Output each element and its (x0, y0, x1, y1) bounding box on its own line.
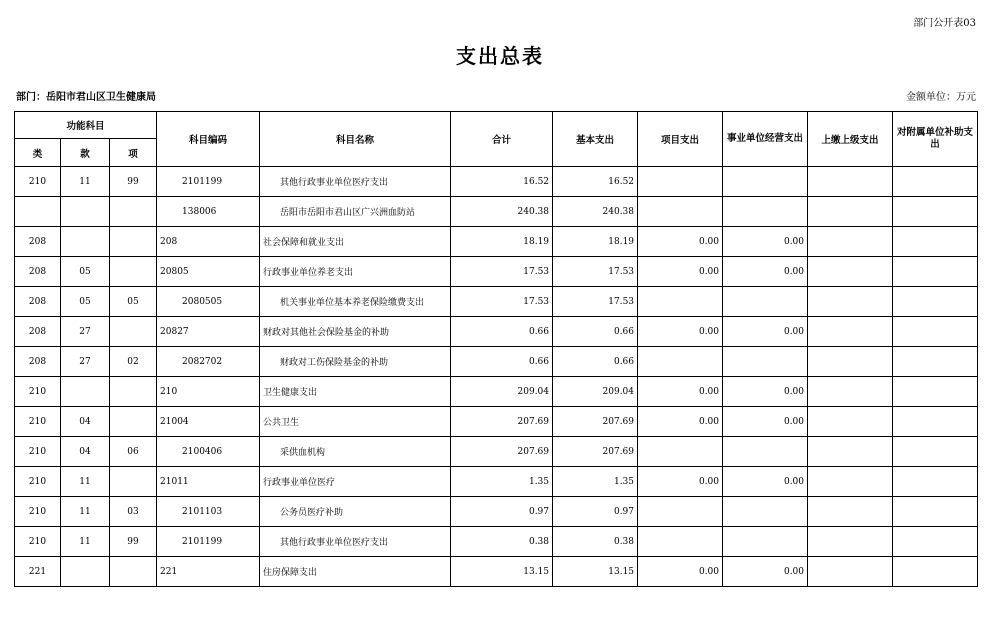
cell-xiang (110, 407, 157, 437)
cell-basic: 207.69 (553, 407, 638, 437)
cell-subsidy (893, 197, 978, 227)
table-row (15, 197, 978, 227)
cell-basic: 17.53 (553, 257, 638, 287)
cell-code: 221 (157, 557, 260, 587)
cell-subsidy (893, 377, 978, 407)
cell-subsidy (893, 287, 978, 317)
cell-project (638, 347, 723, 377)
col-header-xiang: 项 (110, 139, 157, 167)
cell-lei (15, 197, 61, 227)
cell-subsidy (893, 437, 978, 467)
cell-kuan: 27 (61, 347, 110, 377)
cell-business (723, 197, 808, 227)
cell-lei: 210 (15, 407, 61, 437)
table-row (15, 347, 978, 377)
cell-kuan: 11 (61, 527, 110, 557)
cell-project (638, 497, 723, 527)
cell-code: 2080505 (157, 287, 260, 317)
cell-project (638, 287, 723, 317)
col-header-code: 科目编码 (157, 112, 260, 167)
cell-business: 0.00 (723, 227, 808, 257)
cell-name: 其他行政事业单位医疗支出 (260, 527, 451, 557)
cell-subsidy (893, 227, 978, 257)
table-number-label: 部门公开表03 (913, 18, 976, 29)
col-header-total: 合计 (451, 112, 553, 167)
cell-code: 20805 (157, 257, 260, 287)
cell-project: 0.00 (638, 407, 723, 437)
cell-business: 0.00 (723, 257, 808, 287)
cell-name: 住房保障支出 (260, 557, 451, 587)
cell-business: 0.00 (723, 467, 808, 497)
cell-total: 207.69 (451, 407, 553, 437)
cell-upper (808, 347, 893, 377)
cell-total: 16.52 (451, 167, 553, 197)
cell-project (638, 167, 723, 197)
cell-kuan: 11 (61, 497, 110, 527)
cell-lei: 210 (15, 497, 61, 527)
col-header-basic: 基本支出 (553, 112, 638, 167)
cell-code: 138006 (157, 197, 260, 227)
cell-total: 240.38 (451, 197, 553, 227)
cell-kuan (61, 557, 110, 587)
cell-subsidy (893, 317, 978, 347)
col-header-business: 事业单位经营支出 (723, 112, 808, 167)
cell-kuan (61, 377, 110, 407)
cell-name: 采供血机构 (260, 437, 451, 467)
cell-upper (808, 197, 893, 227)
expenditure-table (14, 111, 978, 587)
cell-upper (808, 527, 893, 557)
cell-kuan: 04 (61, 407, 110, 437)
cell-lei: 208 (15, 227, 61, 257)
cell-total: 17.53 (451, 257, 553, 287)
cell-basic: 13.15 (553, 557, 638, 587)
cell-upper (808, 437, 893, 467)
cell-lei: 208 (15, 287, 61, 317)
table-row (15, 527, 978, 557)
cell-business (723, 437, 808, 467)
cell-business: 0.00 (723, 317, 808, 347)
cell-basic: 0.97 (553, 497, 638, 527)
cell-total: 0.38 (451, 527, 553, 557)
table-row (15, 257, 978, 287)
cell-project (638, 527, 723, 557)
cell-basic: 18.19 (553, 227, 638, 257)
cell-lei: 210 (15, 167, 61, 197)
cell-code: 2100406 (157, 437, 260, 467)
cell-kuan: 04 (61, 437, 110, 467)
cell-project: 0.00 (638, 467, 723, 497)
cell-upper (808, 257, 893, 287)
cell-project: 0.00 (638, 317, 723, 347)
cell-upper (808, 497, 893, 527)
cell-lei: 210 (15, 467, 61, 497)
cell-name: 卫生健康支出 (260, 377, 451, 407)
table-row (15, 557, 978, 587)
cell-name: 机关事业单位基本养老保险缴费支出 (260, 287, 451, 317)
cell-name: 社会保障和就业支出 (260, 227, 451, 257)
col-header-upper: 上缴上级支出 (808, 112, 893, 167)
cell-basic: 0.66 (553, 347, 638, 377)
cell-code: 2101103 (157, 497, 260, 527)
cell-subsidy (893, 257, 978, 287)
cell-lei: 208 (15, 317, 61, 347)
cell-xiang (110, 227, 157, 257)
cell-xiang: 03 (110, 497, 157, 527)
cell-project: 0.00 (638, 377, 723, 407)
cell-xiang: 02 (110, 347, 157, 377)
cell-name: 行政事业单位养老支出 (260, 257, 451, 287)
cell-lei: 210 (15, 437, 61, 467)
table-row (15, 497, 978, 527)
cell-total: 209.04 (451, 377, 553, 407)
cell-upper (808, 317, 893, 347)
department-label: 部门：岳阳市君山区卫生健康局 (16, 92, 156, 103)
cell-name: 财政对工伤保险基金的补助 (260, 347, 451, 377)
cell-kuan (61, 197, 110, 227)
cell-xiang (110, 377, 157, 407)
cell-subsidy (893, 407, 978, 437)
cell-basic: 0.66 (553, 317, 638, 347)
cell-upper (808, 557, 893, 587)
cell-business (723, 167, 808, 197)
cell-business: 0.00 (723, 377, 808, 407)
cell-lei: 210 (15, 377, 61, 407)
cell-code: 208 (157, 227, 260, 257)
cell-subsidy (893, 557, 978, 587)
cell-upper (808, 467, 893, 497)
cell-subsidy (893, 167, 978, 197)
cell-xiang (110, 197, 157, 227)
cell-upper (808, 407, 893, 437)
table-row (15, 377, 978, 407)
cell-subsidy (893, 527, 978, 557)
cell-lei: 208 (15, 347, 61, 377)
cell-business (723, 497, 808, 527)
table-row (15, 317, 978, 347)
cell-xiang (110, 317, 157, 347)
cell-total: 0.66 (451, 347, 553, 377)
cell-total: 207.69 (451, 437, 553, 467)
cell-kuan: 27 (61, 317, 110, 347)
function-subject-header: 功能科目 (15, 112, 157, 139)
cell-kuan (61, 227, 110, 257)
cell-name: 公共卫生 (260, 407, 451, 437)
cell-total: 0.66 (451, 317, 553, 347)
cell-project: 0.00 (638, 227, 723, 257)
col-header-name: 科目名称 (260, 112, 451, 167)
cell-code: 21004 (157, 407, 260, 437)
cell-subsidy (893, 347, 978, 377)
cell-business: 0.00 (723, 407, 808, 437)
cell-business (723, 347, 808, 377)
cell-kuan: 11 (61, 467, 110, 497)
cell-name: 岳阳市岳阳市君山区广兴洲血防站 (260, 197, 451, 227)
cell-upper (808, 287, 893, 317)
cell-lei: 208 (15, 257, 61, 287)
cell-code: 2082702 (157, 347, 260, 377)
cell-project: 0.00 (638, 557, 723, 587)
col-header-subsidy: 对附属单位补助支出 (893, 112, 978, 167)
cell-code: 2101199 (157, 527, 260, 557)
cell-total: 17.53 (451, 287, 553, 317)
table-row (15, 287, 978, 317)
cell-basic: 0.38 (553, 527, 638, 557)
cell-total: 18.19 (451, 227, 553, 257)
amount-unit-label: 金额单位：万元 (906, 92, 976, 103)
table-row (15, 227, 978, 257)
cell-lei: 210 (15, 527, 61, 557)
cell-xiang: 06 (110, 437, 157, 467)
cell-business (723, 287, 808, 317)
cell-basic: 17.53 (553, 287, 638, 317)
cell-xiang: 99 (110, 167, 157, 197)
table-row (15, 467, 978, 497)
col-header-lei: 类 (15, 139, 61, 167)
col-header-project: 项目支出 (638, 112, 723, 167)
cell-code: 20827 (157, 317, 260, 347)
cell-name: 公务员医疗补助 (260, 497, 451, 527)
cell-basic: 209.04 (553, 377, 638, 407)
cell-kuan: 05 (61, 257, 110, 287)
cell-business (723, 527, 808, 557)
col-header-kuan: 款 (61, 139, 110, 167)
cell-upper (808, 227, 893, 257)
cell-code: 210 (157, 377, 260, 407)
table-row (15, 167, 978, 197)
cell-code: 2101199 (157, 167, 260, 197)
cell-name: 财政对其他社会保险基金的补助 (260, 317, 451, 347)
cell-xiang: 05 (110, 287, 157, 317)
cell-subsidy (893, 467, 978, 497)
cell-project: 0.00 (638, 257, 723, 287)
cell-basic: 16.52 (553, 167, 638, 197)
cell-xiang: 99 (110, 527, 157, 557)
cell-lei: 221 (15, 557, 61, 587)
cell-kuan: 05 (61, 287, 110, 317)
cell-xiang (110, 257, 157, 287)
cell-basic: 1.35 (553, 467, 638, 497)
cell-name: 其他行政事业单位医疗支出 (260, 167, 451, 197)
page-title: 支出总表 (456, 44, 544, 68)
cell-total: 0.97 (451, 497, 553, 527)
table-row (15, 437, 978, 467)
cell-xiang (110, 557, 157, 587)
cell-xiang (110, 467, 157, 497)
cell-business: 0.00 (723, 557, 808, 587)
cell-upper (808, 377, 893, 407)
cell-basic: 207.69 (553, 437, 638, 467)
cell-project (638, 197, 723, 227)
cell-total: 13.15 (451, 557, 553, 587)
cell-name: 行政事业单位医疗 (260, 467, 451, 497)
cell-subsidy (893, 497, 978, 527)
cell-code: 21011 (157, 467, 260, 497)
cell-kuan: 11 (61, 167, 110, 197)
cell-project (638, 437, 723, 467)
cell-upper (808, 167, 893, 197)
table-row (15, 407, 978, 437)
cell-basic: 240.38 (553, 197, 638, 227)
cell-total: 1.35 (451, 467, 553, 497)
